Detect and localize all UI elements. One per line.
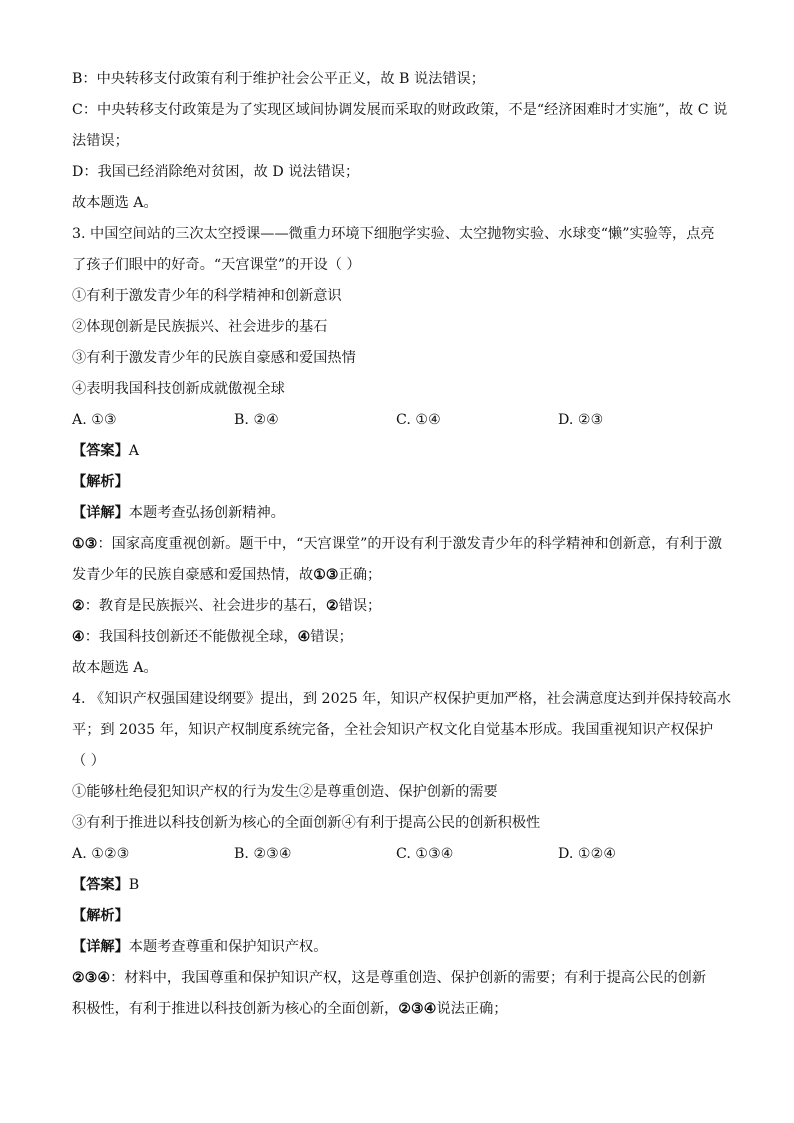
explanation-line [72, 560, 722, 591]
option-b: B. ②④ [234, 412, 279, 428]
option-d: D. ②③ [558, 412, 604, 428]
text-line: D：我国已经消除绝对贫困，故 D 说法错误； [72, 164, 360, 180]
detail-line [72, 932, 722, 963]
detail-tag: 【详解】 [72, 939, 129, 955]
question-3-options [72, 405, 722, 436]
question-4-stem: 平；到 2035 年，知识产权制度系统完备，全社会知识产权文化自觉基本形成。我国重视知识产权保护 [72, 722, 714, 738]
answer-line [72, 870, 722, 901]
option-c: C. ①④ [396, 412, 441, 428]
text-line: 故本题选 A。 [72, 195, 158, 211]
answer-line [72, 436, 722, 467]
question-3-item: ②体现创新是民族振兴、社会进步的基石 [72, 319, 328, 335]
explanation-ref: ①③ [313, 567, 339, 583]
question-3-stem: 了孩子们眼中的好奇。“天宫课堂”的开设（ ） [72, 257, 361, 273]
text-line: B：中央转移支付政策有利于维护社会公平正义，故 B 说法错误； [72, 71, 485, 87]
explanation-text: 正确； [338, 567, 382, 583]
explanation-text: 错误； [338, 598, 382, 614]
analysis-line [72, 467, 722, 498]
explanation-line [72, 529, 722, 560]
explanation-line [72, 963, 722, 994]
explanation-text: ：教育是民族振兴、社会进步的基石， [84, 598, 326, 614]
question-3-stem: 3. 中国空间站的三次太空授课——微重力环境下细胞学实验、太空抛物实验、水球变“懒”实验等，点亮 [72, 226, 715, 242]
explanation-lead: ② [72, 598, 85, 614]
option-c: C. ①③④ [396, 846, 454, 862]
analysis-tag: 【解析】 [72, 908, 129, 924]
question-3-item: ④表明我国科技创新成就傲视全球 [72, 381, 285, 397]
option-a: A. ①③ [72, 412, 117, 428]
answer-tag: 【答案】 [72, 877, 129, 893]
explanation-text: ：国家高度重视创新。题干中，“天宫课堂”的开设有利于激发青少年的科学精神和创新意，有利于激 [97, 536, 723, 552]
detail-tag: 【详解】 [72, 505, 129, 521]
explanation-text: ：我国科技创新还不能傲视全球， [84, 629, 298, 645]
explanation-text: ：材料中，我国尊重和保护知识产权，这是尊重创造、保护创新的需要；有利于提高公民的创新 [110, 970, 707, 986]
explanation-text: 发青少年的民族自豪感和爱国热情，故 [72, 567, 314, 583]
explanation-line [72, 591, 722, 622]
explanation-line [72, 994, 722, 1025]
option-b: B. ②③④ [234, 846, 292, 862]
analysis-line [72, 901, 722, 932]
answer-value: B [128, 877, 140, 893]
explanation-text: 积极性，有利于推进以科技创新为核心的全面创新， [72, 1001, 399, 1017]
question-4-stem: 4. 《知识产权强国建设纲要》提出，到 2025 年，知识产权保护更加严格，社会满意度达到并保持较高水 [72, 691, 732, 707]
text-line: C：中央转移支付政策是为了实现区域间协调发展而采取的财政政策，不是“经济困难时才实施”，故 C 说 [72, 102, 728, 118]
analysis-tag: 【解析】 [72, 474, 129, 490]
explanation-text: 错误； [310, 629, 353, 645]
question-4-items: ①能够杜绝侵犯知识产权的行为发生②是尊重创造、保护创新的需要 [72, 784, 498, 800]
question-3-item: ③有利于激发青少年的民族自豪感和爱国热情 [72, 350, 356, 366]
explanation-lead: ①③ [72, 536, 98, 552]
text-line: 法错误； [72, 133, 129, 149]
explanation-ref: ④ [297, 629, 311, 645]
detail-line [72, 498, 722, 529]
question-3-item: ①有利于激发青少年的科学精神和创新意识 [72, 288, 342, 304]
explanation-lead: ④ [72, 629, 85, 645]
option-d: D. ①②④ [558, 846, 617, 862]
question-4-stem: （ ） [72, 753, 105, 769]
document-page [72, 64, 732, 1025]
explanation-text: 说法正确； [436, 1001, 508, 1017]
answer-value: A [128, 443, 140, 459]
explanation-ref: ② [325, 598, 339, 614]
detail-text: 本题考查尊重和保护知识产权。 [128, 939, 328, 955]
question-4-items: ③有利于推进以科技创新为核心的全面创新④有利于提高公民的创新积极性 [72, 815, 541, 831]
explanation-line [72, 622, 722, 653]
explanation-lead: ②③④ [72, 970, 111, 986]
option-a: A. ①②③ [72, 846, 130, 862]
conclusion-line: 故本题选 A。 [72, 660, 158, 676]
explanation-ref: ②③④ [398, 1001, 437, 1017]
question-4-options [72, 839, 722, 870]
detail-text: 本题考查弘扬创新精神。 [128, 505, 285, 521]
answer-tag: 【答案】 [72, 443, 129, 459]
